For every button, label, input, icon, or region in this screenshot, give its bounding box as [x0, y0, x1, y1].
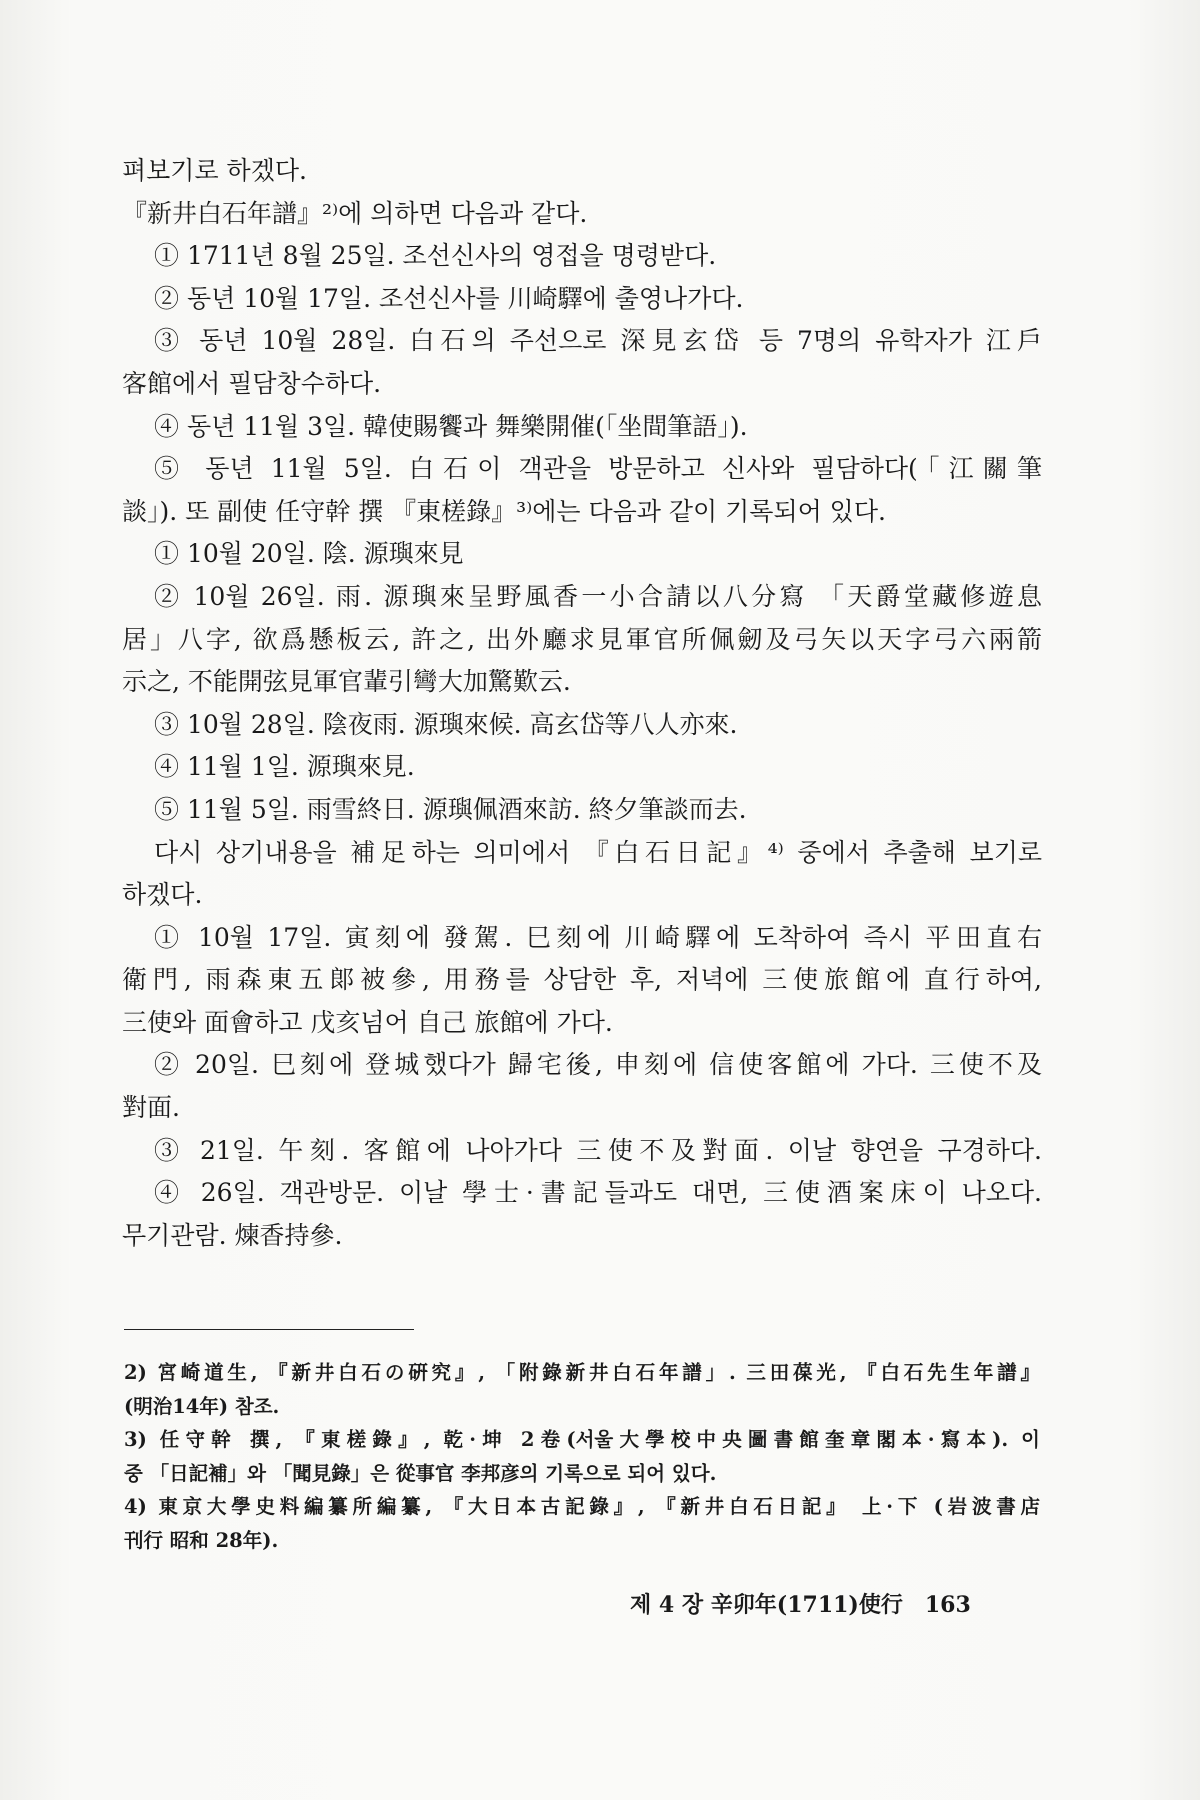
list-item: ① 1711년 8월 25일. 조선신사의 영접을 명령받다. — [154, 241, 717, 271]
text-line: 『新井白石年譜』²⁾에 의하면 다음과 같다. — [122, 198, 588, 228]
text-line: 對面. — [122, 1093, 180, 1123]
chapter-title: 제 4 장 辛卯年(1711)使行 — [630, 1592, 903, 1618]
list-item: ⑤ 동년 11월 5일. 白石이 객관을 방문하고 신사와 필담하다(「江關筆 — [154, 454, 1042, 484]
list-item: ③ 10월 28일. 陰夜雨. 源璵來候. 高玄岱等八人亦來. — [154, 709, 738, 739]
footnote-line: 중 「日記補」와 「聞見錄」은 從事官 李邦彦의 기록으로 되어 있다. — [124, 1461, 717, 1485]
list-item: ② 20일. 巳刻에 登城했다가 歸宅後, 申刻에 信使客館에 가다. 三使不及 — [154, 1050, 1042, 1080]
footnote-line: (明治14年) 참조. — [124, 1394, 280, 1418]
list-item: ② 10월 26일. 雨. 源璵來呈野風香一小合請以八分寫 「天爵堂藏修遊息 — [154, 581, 1042, 611]
paragraph-line: 다시 상기내용을 補足하는 의미에서 『白石日記』⁴⁾ 중에서 추출해 보기로 — [154, 837, 1042, 867]
text-line: 示之, 不能開弦見軍官輩引彎大加驚歎云. — [122, 667, 571, 697]
list-item: ② 동년 10월 17일. 조선신사를 川崎驛에 출영나가다. — [154, 283, 744, 313]
text-line: 펴보기로 하겠다. — [122, 156, 307, 185]
text-line: 三使와 面會하고 戊亥넘어 自己 旅館에 가다. — [122, 1007, 613, 1037]
footnote-divider — [124, 1329, 414, 1330]
footnote-line: 刊行 昭和 28年). — [124, 1528, 279, 1552]
text-line: 居」八字, 欲爲懸板云, 許之, 出外廳求見軍官所佩劒及弓矢以天字弓六兩箭 — [122, 624, 1042, 654]
list-item: ④ 11월 1일. 源璵來見. — [154, 752, 415, 782]
footnotes — [124, 1356, 1040, 1557]
footnote-line: 3) 任守幹 撰, 『東槎錄』, 乾·坤 2卷(서울大學校中央圖書館奎章閣本·寫本). 이 — [124, 1428, 1040, 1451]
text-line: 談」). 또 副使 任守幹 撰 『東槎錄』³⁾에는 다음과 같이 기록되어 있다. — [122, 496, 886, 526]
running-footer — [630, 1588, 971, 1619]
list-item: ③ 동년 10월 28일. 白石의 주선으로 深見玄岱 등 7명의 유학자가 江戶 — [154, 326, 1042, 356]
list-item: ① 10월 20일. 陰. 源璵來見 — [154, 539, 464, 569]
list-item: ⑤ 11월 5일. 雨雪終日. 源璵佩酒來訪. 終夕筆談而去. — [154, 794, 747, 824]
list-item: ④ 26일. 객관방문. 이날 學士·書記들과도 대면, 三使酒案床이 나오다. — [154, 1178, 1042, 1208]
text-line: 무기관람. 煉香持參. — [122, 1220, 343, 1250]
page-number: 163 — [924, 1592, 971, 1618]
text-line: 客館에서 필담창수하다. — [122, 368, 382, 398]
body-text — [122, 150, 1042, 1257]
text-line: 하겠다. — [122, 880, 203, 910]
text-line: 衛門, 雨森東五郞被參, 用務를 상담한 후, 저녁에 三使旅館에 直行하여, — [122, 965, 1042, 995]
list-item: ④ 동년 11월 3일. 韓使賜饗과 舞樂開催(「坐間筆語」). — [154, 411, 748, 441]
list-item: ① 10월 17일. 寅刻에 發駕. 巳刻에 川崎驛에 도착하여 즉시 平田直右 — [154, 922, 1042, 952]
footnote-line: 2) 宮崎道生, 『新井白石の硏究』, 「附錄新井白石年譜」. 三田葆光, 『白石先生年譜』 — [124, 1361, 1040, 1384]
list-item: ③ 21일. 午刻. 客館에 나아가다 三使不及對面. 이날 향연을 구경하다. — [154, 1135, 1042, 1165]
footnote-line: 4) 東京大學史料編纂所編纂, 『大日本古記錄』, 『新井白石日記』 上·下 (岩波書店 — [124, 1495, 1040, 1518]
